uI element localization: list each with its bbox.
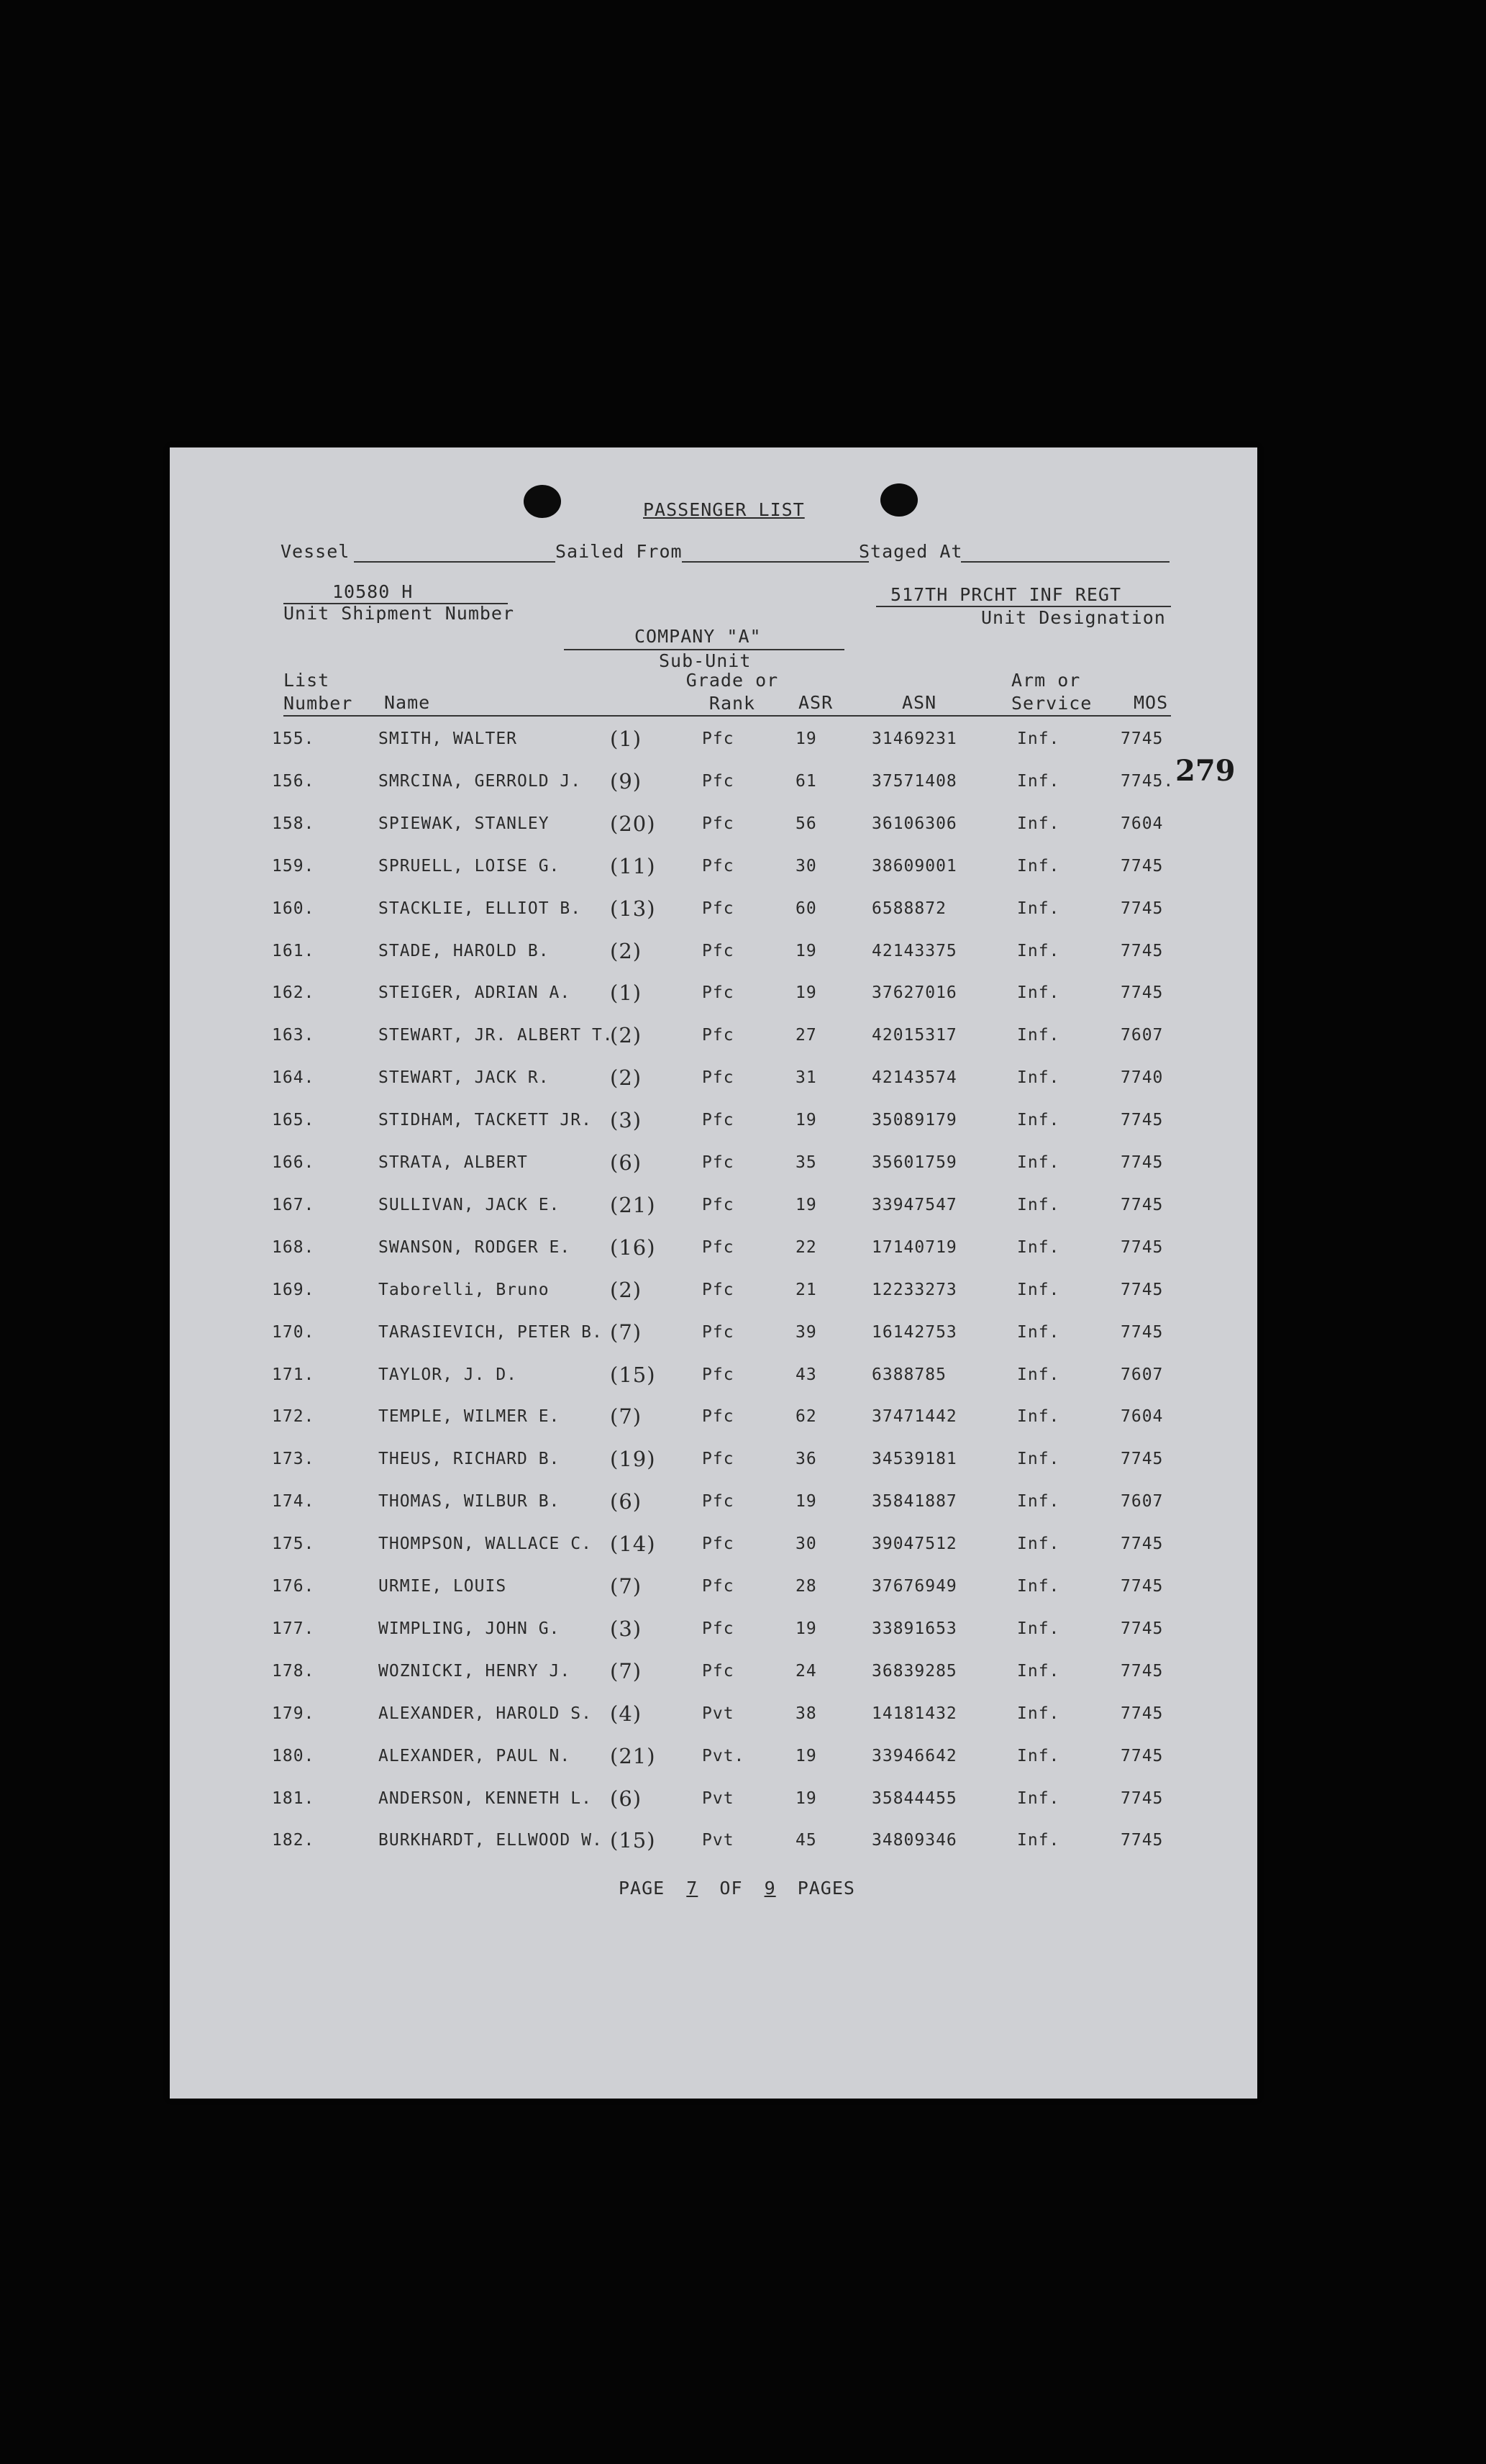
row-name: THEUS, RICHARD B. — [378, 1450, 560, 1469]
row-arm: Inf. — [1017, 1111, 1060, 1130]
row-asn: 34809346 — [872, 1831, 957, 1850]
row-rank: Pfc — [702, 1280, 734, 1299]
row-arm: Inf. — [1017, 1492, 1060, 1511]
row-name: ALEXANDER, HAROLD S. — [378, 1704, 592, 1723]
table-row — [170, 1192, 1257, 1224]
row-rank: Pfc — [702, 771, 734, 791]
row-name: STRATA, ALBERT — [378, 1153, 528, 1172]
row-asn: 37571408 — [872, 771, 957, 791]
row-asr: 56 — [796, 814, 817, 833]
row-mos: 7607 — [1121, 1365, 1164, 1384]
row-mos: 7745 — [1121, 1619, 1164, 1638]
punch-hole-right — [880, 483, 918, 517]
row-list-number: 178. — [272, 1661, 315, 1681]
table-row — [170, 1701, 1257, 1733]
row-asn: 6388785 — [872, 1365, 947, 1384]
row-list-number: 176. — [272, 1577, 315, 1596]
page-label: PAGE — [619, 1878, 665, 1899]
row-asn: 6588872 — [872, 899, 947, 918]
table-row — [170, 1786, 1257, 1818]
col-mos: MOS — [1134, 692, 1169, 713]
row-list-number: 161. — [272, 941, 315, 960]
row-mos: 7745 — [1121, 1322, 1164, 1342]
row-list-number: 175. — [272, 1535, 315, 1554]
row-code: (16) — [610, 1235, 656, 1260]
row-code: (19) — [610, 1447, 656, 1472]
row-asn: 33947547 — [872, 1195, 957, 1214]
row-list-number: 177. — [272, 1619, 315, 1638]
row-arm: Inf. — [1017, 1322, 1060, 1342]
row-list-number: 166. — [272, 1153, 315, 1172]
row-rank: Pfc — [702, 856, 734, 876]
row-name: ALEXANDER, PAUL N. — [378, 1746, 571, 1765]
row-name: TAYLOR, J. D. — [378, 1365, 518, 1384]
row-list-number: 180. — [272, 1746, 315, 1765]
row-code: (15) — [610, 1362, 656, 1387]
row-mos: 7745 — [1121, 983, 1164, 1003]
row-asr: 31 — [796, 1068, 817, 1088]
row-asn: 36106306 — [872, 814, 957, 833]
table-row — [170, 729, 1257, 758]
row-list-number: 159. — [272, 856, 315, 876]
vessel-blank — [354, 561, 555, 563]
row-name: THOMAS, WILBUR B. — [378, 1492, 560, 1511]
table-row — [170, 1277, 1257, 1309]
table-row — [170, 1574, 1257, 1606]
row-rank: Pfc — [702, 1407, 734, 1427]
row-name: STADE, HAROLD B. — [378, 941, 550, 960]
row-rank: Pfc — [702, 1068, 734, 1088]
row-code: (2) — [610, 1277, 642, 1302]
row-mos: 7745 — [1121, 1280, 1164, 1299]
table-row — [170, 1447, 1257, 1478]
row-arm: Inf. — [1017, 1577, 1060, 1596]
row-rank: Pfc — [702, 983, 734, 1003]
row-mos: 7745 — [1121, 1831, 1164, 1850]
row-mos: 7745 — [1121, 1450, 1164, 1469]
row-mos: 7604 — [1121, 1407, 1164, 1427]
page-current: 7 — [686, 1878, 698, 1899]
row-code: (21) — [610, 1192, 656, 1217]
row-arm: Inf. — [1017, 941, 1060, 960]
row-code: (20) — [610, 811, 656, 836]
row-asn: 36839285 — [872, 1661, 957, 1681]
of-label: OF — [719, 1878, 743, 1899]
col-asn: ASN — [902, 692, 937, 713]
sailed-from-blank — [682, 561, 869, 563]
punch-hole-left — [524, 485, 561, 518]
row-asr: 27 — [796, 1026, 817, 1045]
row-arm: Inf. — [1017, 1237, 1060, 1257]
row-asn: 35089179 — [872, 1111, 957, 1130]
row-asr: 21 — [796, 1280, 817, 1299]
row-rank: Pfc — [702, 1661, 734, 1681]
row-mos: 7745 — [1121, 1195, 1164, 1214]
row-arm: Inf. — [1017, 814, 1060, 833]
row-asn: 37627016 — [872, 983, 957, 1003]
row-code: (6) — [610, 1150, 642, 1175]
row-name: SULLIVAN, JACK E. — [378, 1195, 560, 1214]
row-asr: 19 — [796, 729, 817, 748]
row-asn: 35841887 — [872, 1492, 957, 1511]
page-title: PASSENGER LIST — [643, 499, 805, 520]
row-list-number: 181. — [272, 1788, 315, 1808]
row-asn: 12233273 — [872, 1280, 957, 1299]
row-name: WOZNICKI, HENRY J. — [378, 1661, 571, 1681]
row-code: (11) — [610, 853, 656, 878]
row-mos: 7745. — [1121, 771, 1175, 791]
row-arm: Inf. — [1017, 1068, 1060, 1088]
row-name: TEMPLE, WILMER E. — [378, 1407, 560, 1427]
sub-unit-value: COMPANY "A" — [634, 626, 762, 647]
row-asr: 19 — [796, 983, 817, 1003]
row-code: (4) — [610, 1701, 642, 1726]
row-mos: 7745 — [1121, 1704, 1164, 1723]
row-rank: Pfc — [702, 1026, 734, 1045]
row-rank: Pvt — [702, 1704, 734, 1723]
row-code: (21) — [610, 1743, 656, 1768]
row-list-number: 173. — [272, 1450, 315, 1469]
row-asn: 33946642 — [872, 1746, 957, 1765]
row-list-number: 168. — [272, 1237, 315, 1257]
row-arm: Inf. — [1017, 1280, 1060, 1299]
row-asn: 42143574 — [872, 1068, 957, 1088]
row-arm: Inf. — [1017, 1195, 1060, 1214]
row-mos: 7745 — [1121, 1111, 1164, 1130]
table-row — [170, 938, 1257, 970]
row-list-number: 167. — [272, 1195, 315, 1214]
passenger-list-page — [170, 447, 1257, 2099]
row-name: WIMPLING, JOHN G. — [378, 1619, 560, 1638]
row-asr: 30 — [796, 856, 817, 876]
col-asr: ASR — [798, 692, 834, 713]
row-name: SPIEWAK, STANLEY — [378, 814, 550, 833]
row-arm: Inf. — [1017, 1746, 1060, 1765]
row-asn: 35844455 — [872, 1788, 957, 1808]
pages-label: PAGES — [797, 1878, 855, 1899]
table-row — [170, 1404, 1257, 1436]
row-rank: Pfc — [702, 899, 734, 918]
row-arm: Inf. — [1017, 1661, 1060, 1681]
header-underline — [283, 715, 1171, 717]
col-list-number: List Number — [283, 670, 353, 714]
row-list-number: 165. — [272, 1111, 315, 1130]
row-asn: 16142753 — [872, 1322, 957, 1342]
row-rank: Pfc — [702, 941, 734, 960]
table-row — [170, 1658, 1257, 1691]
row-mos: 7745 — [1121, 1788, 1164, 1808]
row-list-number: 163. — [272, 1026, 315, 1045]
row-code: (6) — [610, 1489, 642, 1514]
row-arm: Inf. — [1017, 899, 1060, 918]
row-arm: Inf. — [1017, 1026, 1060, 1045]
row-code: (6) — [610, 1786, 642, 1811]
page-footer — [619, 1878, 855, 1899]
row-rank: Pfc — [702, 1450, 734, 1469]
table-row — [170, 1743, 1257, 1776]
row-arm: Inf. — [1017, 1619, 1060, 1638]
row-code: (7) — [610, 1658, 642, 1683]
table-row — [170, 1616, 1257, 1648]
row-code: (2) — [610, 938, 642, 963]
staged-at-label: Staged At — [859, 541, 963, 562]
row-asn: 31469231 — [872, 729, 957, 748]
row-arm: Inf. — [1017, 856, 1060, 876]
vessel-label: Vessel — [281, 541, 350, 562]
row-asr: 36 — [796, 1450, 817, 1469]
row-asr: 19 — [796, 1746, 817, 1765]
row-arm: Inf. — [1017, 1407, 1060, 1427]
row-asr: 35 — [796, 1153, 817, 1172]
row-code: (9) — [610, 768, 642, 794]
unit-designation-label: Unit Designation — [981, 607, 1166, 628]
table-row — [170, 896, 1257, 928]
row-list-number: 156. — [272, 771, 315, 791]
row-code: (3) — [610, 1616, 642, 1641]
row-mos: 7745 — [1121, 856, 1164, 876]
row-asn: 37676949 — [872, 1577, 957, 1596]
row-name: STEWART, JR. ALBERT T. — [378, 1026, 614, 1045]
row-asr: 62 — [796, 1407, 817, 1427]
row-asr: 45 — [796, 1831, 817, 1850]
row-asr: 38 — [796, 1704, 817, 1723]
table-row — [170, 1532, 1257, 1563]
row-name: Taborelli, Bruno — [378, 1280, 550, 1299]
row-asn: 38609001 — [872, 856, 957, 876]
table-row — [170, 1828, 1257, 1860]
row-rank: Pfc — [702, 1237, 734, 1257]
row-mos: 7745 — [1121, 1577, 1164, 1596]
row-mos: 7745 — [1121, 899, 1164, 918]
unit-designation: 517TH PRCHT INF REGT — [890, 584, 1122, 605]
row-code: (7) — [610, 1574, 642, 1599]
row-asn: 37471442 — [872, 1407, 957, 1427]
row-arm: Inf. — [1017, 1831, 1060, 1850]
row-arm: Inf. — [1017, 1788, 1060, 1808]
row-asn: 33891653 — [872, 1619, 957, 1638]
row-code: (14) — [610, 1532, 656, 1557]
row-mos: 7745 — [1121, 1661, 1164, 1681]
row-arm: Inf. — [1017, 1153, 1060, 1172]
row-asr: 19 — [796, 1492, 817, 1511]
row-name: SPRUELL, LOISE G. — [378, 856, 560, 876]
row-asr: 61 — [796, 771, 817, 791]
row-asr: 19 — [796, 941, 817, 960]
page-total: 9 — [764, 1878, 776, 1899]
row-asr: 19 — [796, 1195, 817, 1214]
row-asr: 30 — [796, 1535, 817, 1554]
row-code: (13) — [610, 896, 656, 921]
row-asr: 19 — [796, 1788, 817, 1808]
page-stamp: 279 — [1175, 754, 1236, 788]
row-name: THOMPSON, WALLACE C. — [378, 1535, 592, 1554]
table-row — [170, 1362, 1257, 1394]
row-rank: Pfc — [702, 1322, 734, 1342]
row-code: (1) — [610, 727, 642, 751]
row-name: STACKLIE, ELLIOT B. — [378, 899, 582, 918]
row-arm: Inf. — [1017, 1365, 1060, 1384]
col-arm: Arm or Service — [1011, 670, 1093, 714]
row-name: BURKHARDT, ELLWOOD W. — [378, 1831, 603, 1850]
row-asn: 35601759 — [872, 1153, 957, 1172]
row-asr: 19 — [796, 1111, 817, 1130]
row-arm: Inf. — [1017, 1535, 1060, 1554]
col-name: Name — [384, 692, 431, 713]
row-mos: 7745 — [1121, 1237, 1164, 1257]
row-list-number: 171. — [272, 1365, 315, 1384]
row-arm: Inf. — [1017, 1704, 1060, 1723]
row-rank: Pfc — [702, 1365, 734, 1384]
row-asr: 22 — [796, 1237, 817, 1257]
row-rank: Pfc — [702, 1195, 734, 1214]
row-mos: 7607 — [1121, 1026, 1164, 1045]
row-asn: 42015317 — [872, 1026, 957, 1045]
table-row — [170, 1065, 1257, 1097]
table-row — [170, 1150, 1257, 1182]
row-mos: 7745 — [1121, 1535, 1164, 1554]
row-asn: 34539181 — [872, 1450, 957, 1469]
row-code: (2) — [610, 1023, 642, 1048]
row-mos: 7745 — [1121, 941, 1164, 960]
row-mos: 7607 — [1121, 1492, 1164, 1511]
row-mos: 7745 — [1121, 729, 1164, 748]
col-grade: Grade or Rank — [685, 670, 779, 714]
table-row — [170, 1023, 1257, 1055]
row-asr: 39 — [796, 1322, 817, 1342]
row-list-number: 182. — [272, 1831, 315, 1850]
row-list-number: 169. — [272, 1280, 315, 1299]
row-arm: Inf. — [1017, 771, 1060, 791]
row-rank: Pfc — [702, 1492, 734, 1511]
row-code: (15) — [610, 1828, 656, 1853]
row-rank: Pfc — [702, 1577, 734, 1596]
row-mos: 7740 — [1121, 1068, 1164, 1088]
table-row — [170, 1235, 1257, 1267]
row-asr: 43 — [796, 1365, 817, 1384]
row-name: STEWART, JACK R. — [378, 1068, 550, 1088]
row-rank: Pvt — [702, 1831, 734, 1850]
table-row — [170, 983, 1257, 1012]
table-row — [170, 1319, 1257, 1352]
row-name: ANDERSON, KENNETH L. — [378, 1788, 592, 1808]
row-name: SMRCINA, GERROLD J. — [378, 771, 582, 791]
unit-shipment-number: 10580 H — [332, 581, 414, 602]
row-arm: Inf. — [1017, 1450, 1060, 1469]
staged-at-blank — [961, 561, 1170, 563]
row-list-number: 158. — [272, 814, 315, 833]
row-list-number: 179. — [272, 1704, 315, 1723]
table-row — [170, 1108, 1257, 1140]
row-list-number: 170. — [272, 1322, 315, 1342]
row-mos: 7745 — [1121, 1746, 1164, 1765]
row-name: STIDHAM, TACKETT JR. — [378, 1111, 592, 1130]
row-list-number: 164. — [272, 1068, 315, 1088]
row-mos: 7604 — [1121, 814, 1164, 833]
row-list-number: 172. — [272, 1407, 315, 1427]
row-asr: 60 — [796, 899, 817, 918]
row-mos: 7745 — [1121, 1153, 1164, 1172]
row-asn: 14181432 — [872, 1704, 957, 1723]
row-arm: Inf. — [1017, 983, 1060, 1003]
row-rank: Pfc — [702, 1619, 734, 1638]
row-name: STEIGER, ADRIAN A. — [378, 983, 571, 1003]
row-code: (2) — [610, 1065, 642, 1091]
sub-unit-label: Sub-Unit — [659, 650, 752, 671]
row-rank: Pfc — [702, 729, 734, 748]
row-rank: Pfc — [702, 814, 734, 833]
row-list-number: 155. — [272, 729, 315, 748]
table-row — [170, 1489, 1257, 1521]
row-rank: Pvt. — [702, 1746, 745, 1765]
sailed-from-label: Sailed From — [555, 541, 683, 562]
unit-shipment-label: Unit Shipment Number — [283, 603, 515, 624]
row-rank: Pvt — [702, 1788, 734, 1808]
row-asn: 17140719 — [872, 1237, 957, 1257]
row-list-number: 160. — [272, 899, 315, 918]
row-code: (7) — [610, 1319, 642, 1345]
row-asr: 28 — [796, 1577, 817, 1596]
table-row — [170, 811, 1257, 843]
row-name: URMIE, LOUIS — [378, 1577, 507, 1596]
row-list-number: 162. — [272, 983, 315, 1003]
row-name: SMITH, WALTER — [378, 729, 518, 748]
row-code: (3) — [610, 1108, 642, 1133]
row-rank: Pfc — [702, 1153, 734, 1172]
row-rank: Pfc — [702, 1111, 734, 1130]
table-row — [170, 853, 1257, 886]
row-asr: 19 — [796, 1619, 817, 1638]
row-name: TARASIEVICH, PETER B. — [378, 1322, 603, 1342]
row-asn: 42143375 — [872, 941, 957, 960]
row-list-number: 174. — [272, 1492, 315, 1511]
row-asr: 24 — [796, 1661, 817, 1681]
row-arm: Inf. — [1017, 729, 1060, 748]
row-name: SWANSON, RODGER E. — [378, 1237, 571, 1257]
row-asn: 39047512 — [872, 1535, 957, 1554]
row-code: (7) — [610, 1404, 642, 1429]
row-rank: Pfc — [702, 1535, 734, 1554]
row-code: (1) — [610, 981, 642, 1006]
